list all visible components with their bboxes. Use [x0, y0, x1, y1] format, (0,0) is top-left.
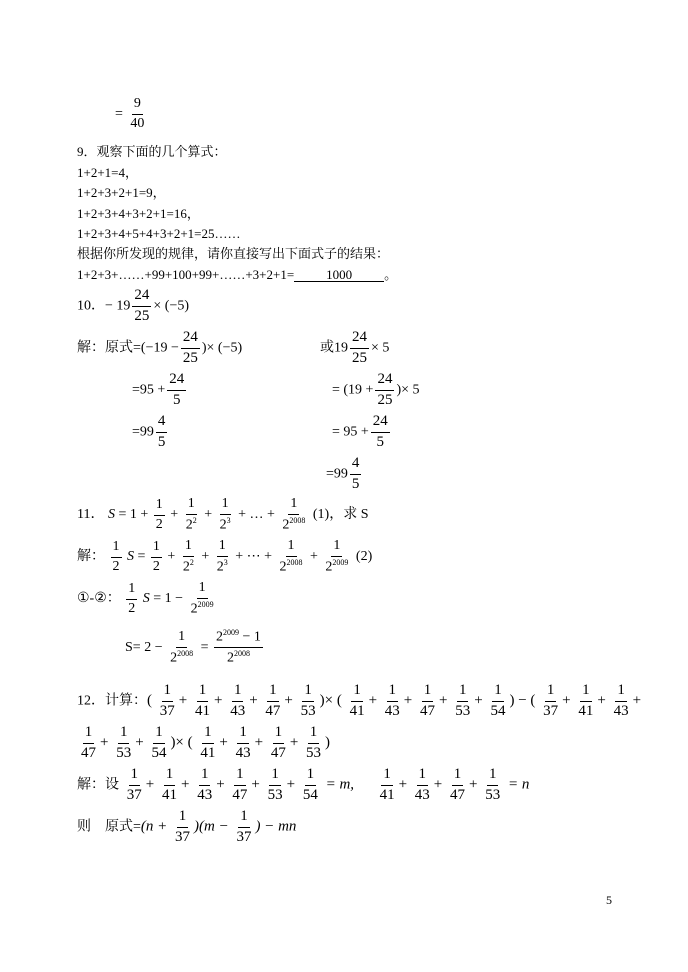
q11-problem: 11． S = 1 + $\frac{1}{2}$ + $\frac{1}{2^2}$ + $\frac{1}{2^3}$ + … + $\frac{1}{2^{2008}}$ (1)，求 S — [77, 496, 369, 533]
fraction: $\frac{1}{2^{2009}}$ — [190, 580, 214, 617]
fraction: $\frac{1}{47}$ — [232, 766, 248, 803]
fraction: $\frac{1}{2^3}$ — [216, 538, 228, 575]
fraction: $\frac{4}{5}$ — [351, 455, 360, 492]
fraction: $\frac{1}{53}$ — [306, 724, 322, 761]
fraction: $\frac{1}{2}$ — [155, 496, 163, 532]
q10-alt-line1: 或19 $\frac{24}{25}$ × 5 — [320, 329, 390, 366]
fraction: $\frac{1}{37}$ — [126, 766, 142, 803]
fraction: $\frac{1}{2}$ — [152, 538, 160, 574]
fraction: $\frac{1}{41}$ — [161, 766, 177, 803]
q9-line: 1+2+3+4+5+4+3+2+1=25…… — [77, 226, 241, 241]
fraction: $\frac{1}{2^{2008}}$ — [279, 538, 303, 575]
q11-solution: 解： $\frac{1}{2}$ S = $\frac{1}{2}$ + $\frac{1}{2^2}$ + $\frac{1}{2^3}$ + ⋯ + $\frac{1}{2^{2008}}$ + $\frac{1}{2^{2009}}$ (2) — [77, 538, 373, 575]
q10-alt-result: =99 $\frac{4}{5}$ — [326, 455, 360, 492]
fraction: $\frac{1}{37}$ — [175, 808, 191, 845]
fraction: $\frac{1}{41}$ — [200, 724, 216, 761]
q9-line: 1+2+3+2+1=9， — [77, 185, 166, 200]
fraction: $\frac{1}{2^{2008}}$ — [282, 496, 306, 533]
fraction: $\frac{1}{47}$ — [265, 682, 281, 719]
fraction: $\frac{1}{41}$ — [578, 682, 594, 719]
fraction: $\frac{1}{2^{2009}}$ — [325, 538, 349, 575]
fraction: $\frac{1}{2^{2008}}$ — [170, 628, 194, 666]
q12-final: 则 原式=(n + $\frac{1}{37}$ )(m − $\frac{1}{37}$ ) − mn — [77, 808, 297, 845]
fraction: $\frac{1}{43}$ — [414, 766, 430, 803]
fraction: $\frac{1}{37}$ — [159, 682, 175, 719]
fraction: $\frac{1}{47}$ — [270, 724, 286, 761]
q12-problem-line1: 12．计算：( $\frac{1}{37}$ + $\frac{1}{41}$ + $\frac{1}{43}$ + $\frac{1}{47}$ + $\frac{1}{53}$ )× ( $\frac{1}{41}$ + $\frac{1}{43}$ + $\frac{1}{47}$ + $\frac{1}{53}$ + $\frac{1}{54}$ ) − ( $\frac{1}{37}$ + $\frac{1}{41}$ + $\frac{1}{43}$ + — [77, 682, 642, 719]
q9-prompt: 根据你所发现的规律，请你直接写出下面式子的结果： — [77, 246, 390, 261]
fraction: $\frac{1}{47}$ — [81, 724, 96, 761]
q9-expression: 1+2+3+……+99+100+99+……+3+2+1= 1000 。 — [77, 267, 398, 282]
fraction: $\frac{24}{25}$ — [377, 371, 393, 408]
fraction: $\frac{1}{2^2}$ — [182, 538, 194, 575]
q9-answer: 1000 — [294, 268, 384, 282]
fraction: $\frac{1}{54}$ — [302, 766, 318, 803]
fraction: $\frac{1}{2^2}$ — [185, 496, 197, 533]
fraction: $\frac{2^{2009} - 1}{2^{2008}}$ — [216, 628, 261, 666]
page-number: 5 — [606, 893, 612, 907]
fraction: $\frac{1}{53}$ — [485, 766, 501, 803]
fraction: $\frac{1}{47}$ — [420, 682, 436, 719]
fraction: $\frac{1}{43}$ — [197, 766, 213, 803]
fraction: $\frac{24}{25}$ — [182, 329, 198, 366]
fraction: $\frac{24}{25}$ — [134, 287, 150, 324]
fraction: $\frac{9}{40}$ — [130, 96, 145, 131]
fraction: $\frac{1}{53}$ — [267, 766, 283, 803]
fraction: $\frac{1}{43}$ — [230, 682, 246, 719]
q10-problem: 10．− 19 $\frac{24}{25}$ × (−5) — [77, 287, 190, 324]
fraction: $\frac{1}{2}$ — [112, 538, 120, 574]
q10-alt-step: = (19 + $\frac{24}{25}$ )× 5 — [332, 371, 420, 408]
q9-line: 1+2+1=4， — [77, 165, 138, 180]
q10-solution-line1: 解：原式=(−19 − $\frac{24}{25}$ )× (−5) — [77, 329, 243, 366]
fraction: $\frac{1}{43}$ — [235, 724, 251, 761]
fraction: $\frac{1}{47}$ — [450, 766, 465, 803]
fraction: $\frac{1}{43}$ — [384, 682, 400, 719]
q10-alt-step: = 95 + $\frac{24}{5}$ — [332, 413, 388, 450]
q10-step: =95 + $\frac{24}{5}$ — [132, 371, 185, 408]
q9-title: 9．观察下面的几个算式： — [77, 144, 227, 159]
q9-line: 1+2+3+4+3+2+1=16， — [77, 206, 200, 221]
fraction: $\frac{1}{2}$ — [128, 580, 136, 616]
q10-result: =99 $\frac{4}{5}$ — [132, 413, 166, 450]
fraction: $\frac{1}{41}$ — [349, 682, 365, 719]
fraction: $\frac{4}{5}$ — [157, 413, 166, 450]
fraction: $\frac{1}{53}$ — [300, 682, 316, 719]
q11-result: S= 2 − $\frac{1}{2^{2008}}$ = $\frac{2^{2009} - 1}{2^{2008}}$ — [125, 628, 261, 666]
fraction: $\frac{24}{25}$ — [352, 329, 367, 366]
q12-solution: 解：设 $\frac{1}{37}$ + $\frac{1}{41}$ + $\frac{1}{43}$ + $\frac{1}{47}$ + $\frac{1}{53}$ + $\frac{1}{54}$ = m, $\frac{1}{41}$ + $\frac{1}{43}$ + $\frac{1}{47}$ + $\frac{1}{53}$ = n — [77, 766, 530, 803]
fraction: $\frac{1}{53}$ — [455, 682, 471, 719]
fraction: $\frac{1}{54}$ — [490, 682, 506, 719]
fraction: $\frac{1}{54}$ — [151, 724, 167, 761]
fraction: $\frac{1}{2^3}$ — [219, 496, 231, 533]
fraction: $\frac{1}{43}$ — [613, 682, 629, 719]
fraction: $\frac{1}{41}$ — [194, 682, 210, 719]
fraction: $\frac{24}{5}$ — [169, 371, 185, 408]
fraction: $\frac{24}{5}$ — [372, 413, 388, 450]
prev-result — [115, 97, 148, 131]
fraction: $\frac{1}{37}$ — [236, 808, 252, 845]
q11-subtract: ①-②： $\frac{1}{2}$ S = 1 − $\frac{1}{2^{2009}}$ — [77, 580, 214, 617]
fraction: $\frac{1}{41}$ — [379, 766, 395, 803]
fraction: $\frac{1}{53}$ — [116, 724, 132, 761]
fraction: $\frac{1}{37}$ — [543, 682, 559, 719]
equals-sign: = — [115, 106, 123, 122]
q12-problem-line2: $\frac{1}{47}$ + $\frac{1}{53}$ + $\frac{1}{54}$ )× ( $\frac{1}{41}$ + $\frac{1}{43}$ + $\frac{1}{47}$ + $\frac{1}{53}$ ) — [81, 724, 331, 761]
